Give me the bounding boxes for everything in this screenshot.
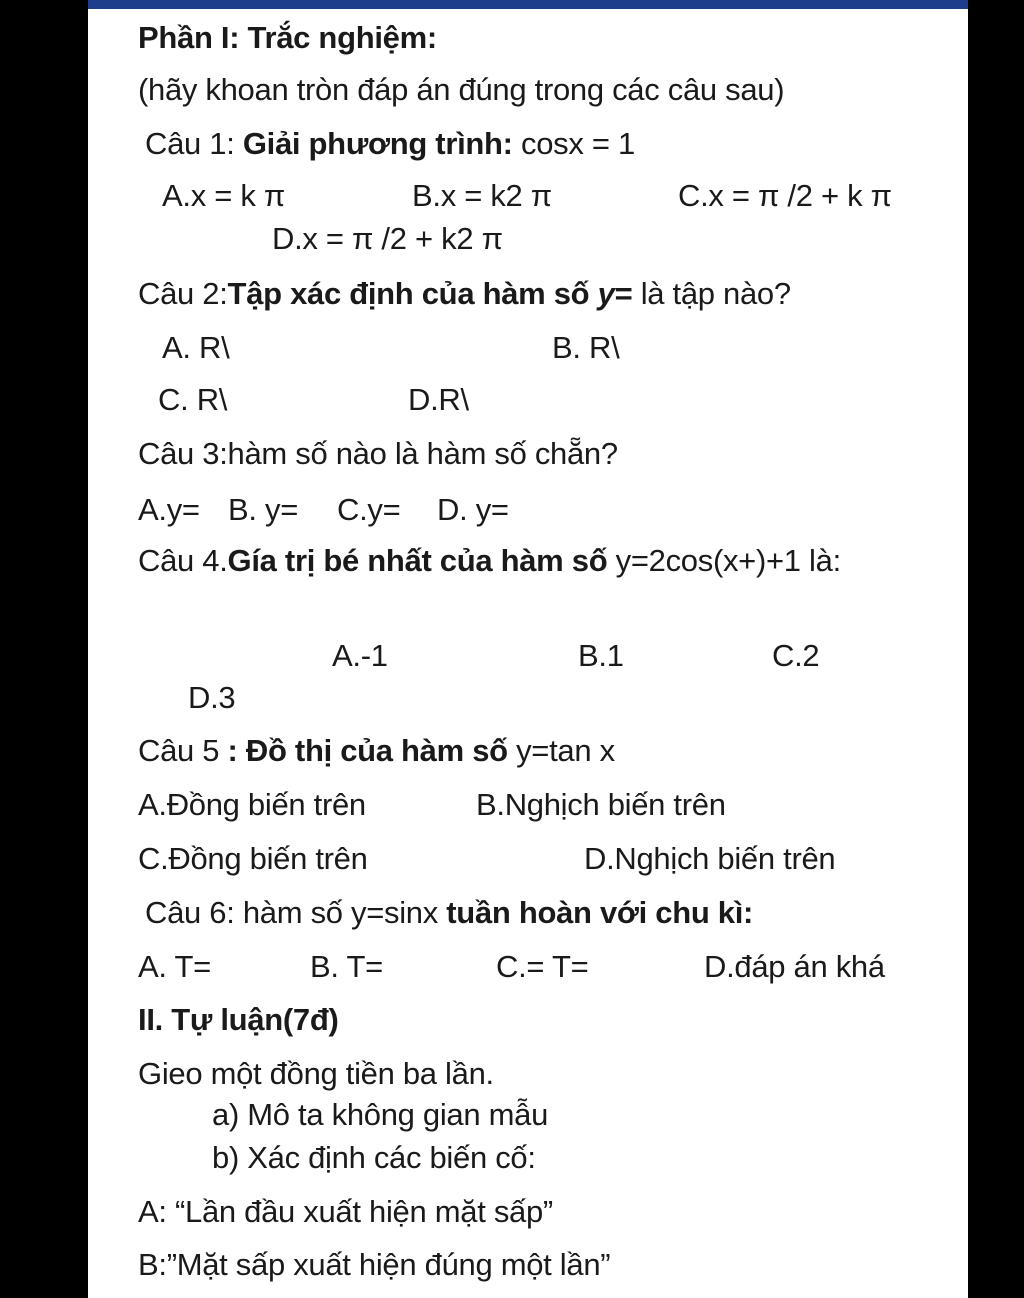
part2-event-b: B:”Mặt sấp xuất hiện đúng một lần” <box>138 1247 611 1282</box>
part2-item-b: b) Xác định các biến cố: <box>212 1140 536 1175</box>
q1-option-c: C.x = π /2 + k π <box>678 178 892 213</box>
question-4-rest: y=2cos(x+)+1 là: <box>607 543 841 578</box>
q2-option-d: D.R\ <box>408 382 469 417</box>
q5-option-c: C.Đồng biến trên <box>138 841 368 876</box>
q2-option-b: B. R\ <box>552 330 620 365</box>
part2-heading: II. Tự luận(7đ) <box>138 1002 339 1037</box>
q3-option-b: B. y= <box>228 492 299 527</box>
q4-option-d: D.3 <box>188 680 236 715</box>
q3-option-d: D. y= <box>437 492 509 527</box>
q6-option-b: B. T= <box>310 949 383 984</box>
part1-heading: Phần I: Trắc nghiệm: <box>138 20 437 55</box>
question-2-bold-after: = <box>614 276 633 311</box>
q4-option-c: C.2 <box>772 638 820 673</box>
question-5 <box>138 731 615 771</box>
question-5-prefix: Câu 5 <box>138 733 228 768</box>
q5-option-b: B.Nghịch biến trên <box>476 787 726 822</box>
question-2-rest: là tập nào? <box>632 276 791 311</box>
question-2 <box>138 274 791 314</box>
part2-intro: Gieo một đồng tiền ba lần. <box>138 1056 494 1091</box>
question-1-prefix: Câu 1: <box>145 126 243 161</box>
question-1 <box>145 124 635 164</box>
q2-option-c: C. R\ <box>158 382 228 417</box>
question-2-bold: Tập xác định của hàm số <box>227 276 598 311</box>
question-4-prefix: Câu 4. <box>138 543 228 578</box>
question-6 <box>145 893 753 933</box>
q3-option-a: A.y= <box>138 492 200 527</box>
q5-option-a: A.Đồng biến trên <box>138 787 366 822</box>
part2-item-a: a) Mô ta không gian mẫu <box>212 1097 549 1132</box>
q4-option-a: A.-1 <box>332 638 388 673</box>
question-4-bold: Gía trị bé nhất của hàm số <box>227 543 608 578</box>
q1-option-d: D.x = π /2 + k2 π <box>272 221 503 256</box>
question-2-prefix: Câu 2: <box>138 276 228 311</box>
question-3: Câu 3:hàm số nào là hàm số chẵn? <box>138 436 618 471</box>
q6-option-d: D.đáp án khá <box>704 949 885 984</box>
q6-option-c: C.= T= <box>496 949 589 984</box>
q4-option-b: B.1 <box>578 638 624 673</box>
question-5-rest: y=tan x <box>507 733 615 768</box>
q1-option-b: B.x = k2 π <box>412 178 552 213</box>
question-4 <box>138 541 841 581</box>
question-6-prefix: Câu 6: hàm số y=sinx <box>145 895 447 930</box>
q2-option-a: A. R\ <box>162 330 230 365</box>
q1-option-a: A.x = k π <box>162 178 285 213</box>
question-6-bold: tuần hoàn với chu kì: <box>446 895 754 930</box>
question-1-rest: cosx = 1 <box>512 126 635 161</box>
q6-option-a: A. T= <box>138 949 211 984</box>
part2-event-a: A: “Lần đầu xuất hiện mặt sấp” <box>138 1194 553 1229</box>
question-2-bold-italic: y <box>597 276 615 311</box>
part1-instruction: (hãy khoan tròn đáp án đúng trong các câu sau) <box>138 72 785 107</box>
top-bar <box>88 0 968 9</box>
q5-option-d: D.Nghịch biến trên <box>584 841 836 876</box>
question-1-bold: Giải phương trình: <box>242 126 513 161</box>
question-5-bold: : Đồ thị của hàm số <box>227 733 508 768</box>
q3-option-c: C.y= <box>337 492 401 527</box>
